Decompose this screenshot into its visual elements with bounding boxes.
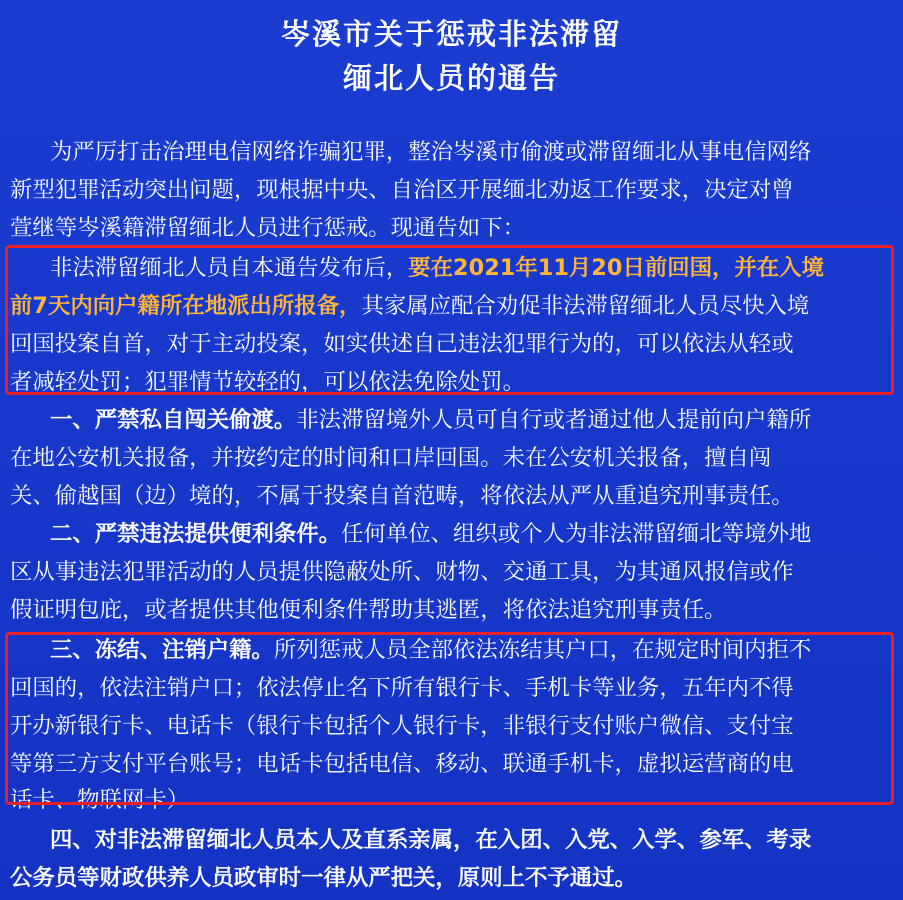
section-2-line-1-rest: 任何单位、组织或个人为非法滞留缅北等境外地	[341, 521, 812, 547]
section-1-line-3: 关、偷越国（边）境的，不属于投案自首范畴，将依法从严从重追究刑事责任。	[10, 483, 794, 509]
section-2-line-2: 区从事违法犯罪活动的人员提供隐蔽处所、财物、交通工具，为其通风报信或作	[10, 559, 794, 585]
notice-line-4: 者减轻处罚；犯罪情节较轻的，可以依法免除处罚。	[10, 369, 525, 395]
section-2-line-1	[50, 518, 811, 550]
section-3-heading: 三、冻结、注销户籍。	[50, 637, 274, 663]
section-2-line-3: 假证明包庇，或者提供其他便利条件帮助其逃匿，将依法追究刑事责任。	[10, 597, 727, 623]
section-3-line-1-rest: 所列惩戒人员全部依法冻结其户口，在规定时间内拒不	[273, 637, 812, 663]
notice-line-3: 回国投案自首，对于主动投案，如实供述自己违法犯罪行为的，可以依法从轻或	[10, 331, 794, 357]
intro-line-2: 新型犯罪活动突出问题，现根据中央、自治区开展缅北劝返工作要求，决定对曾	[10, 177, 794, 203]
section-3-line-2: 回国的，依法注销户口；依法停止名下所有银行卡、手机卡等业务，五年内不得	[10, 675, 794, 701]
section-1-line-1	[50, 404, 811, 436]
highlight-box-section-3	[5, 632, 894, 805]
section-1-heading: 一、严禁私自闯关偷渡。	[50, 407, 297, 433]
section-2-heading: 二、严禁违法提供便利条件。	[50, 521, 342, 547]
notice-line-2-plain: 其家属应配合劝促非法滞留缅北人员尽快入境	[361, 293, 810, 319]
intro-line-3: 萱继等岑溪籍滞留缅北人员进行惩戒。现通告如下：	[10, 215, 525, 241]
section-4-line-2: 公务员等财政供养人员政审时一律从严把关，原则上不予通过。	[10, 865, 637, 891]
notice-title-line-1: 岑溪市关于惩戒非法滞留	[280, 17, 622, 51]
section-3-line-5: 话卡、物联网卡）	[10, 787, 190, 813]
section-3-line-4: 等第三方支付平台账号；电话卡包括电信、移动、联通手机卡，虚拟运营商的电	[10, 751, 794, 777]
notice-line-1-plain: 非法滞留缅北人员自本通告发布后，	[50, 255, 409, 281]
section-1-line-2: 在地公安机关报备，并按约定的时间和口岸回国。未在公安机关报备，擅自闯	[10, 445, 772, 471]
section-4-line-1: 四、对非法滞留缅北人员本人及直系亲属，在入团、入党、入学、参军、考录	[50, 827, 812, 853]
notice-title-line-2: 缅北人员的通告	[342, 61, 560, 95]
notice-deadline-highlight: 要在2021年11月20日前回国，并在入境	[408, 255, 824, 281]
section-3-line-3: 开办新银行卡、电话卡（银行卡包括个人银行卡，非银行支付账户微信、支付宝	[10, 713, 794, 739]
section-1-line-1-rest: 非法滞留境外人员可自行或者通过他人提前向户籍所	[296, 407, 812, 433]
intro-line-1: 为严厉打击治理电信网络诈骗犯罪，整治岑溪市偷渡或滞留缅北从事电信网络	[50, 139, 812, 165]
notice-report-highlight: 前7天内向户籍所在地派出所报备，	[10, 293, 362, 319]
highlight-box-notice	[5, 245, 894, 395]
